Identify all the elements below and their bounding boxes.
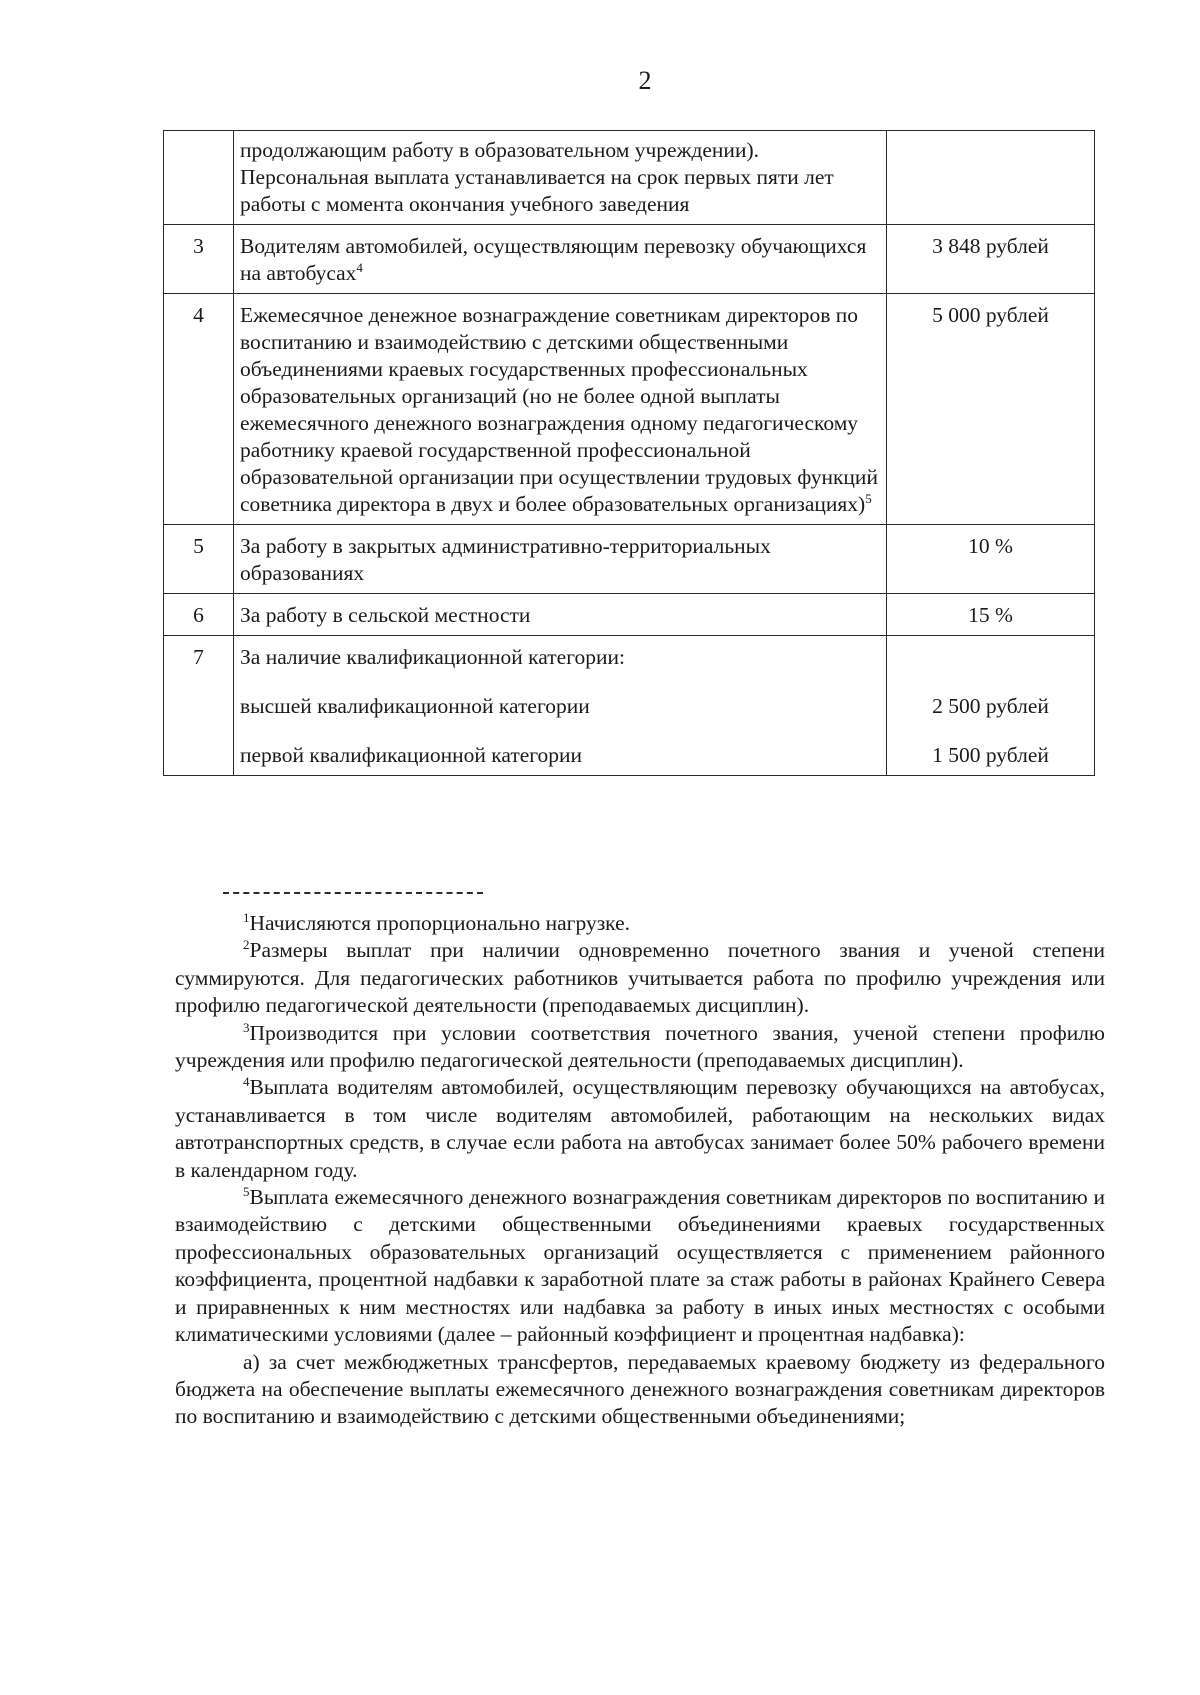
row-amount: 5 000 рублей (887, 294, 1095, 525)
footnote-ref: 5 (865, 490, 872, 506)
row-number: 4 (164, 294, 234, 525)
row-amount: 3 848 рублей (887, 225, 1095, 294)
row-description-text: За наличие квалификационной категории: (240, 645, 625, 669)
row-number (164, 131, 234, 225)
row-number: 6 (164, 594, 234, 636)
footnote (175, 1184, 1105, 1348)
payments-table (163, 130, 1095, 776)
footnote-text: Выплата ежемесячного денежного вознаграждения советникам директоров по воспитанию и взаимодействию с детскими общественными объединениями краевых государственных профессиональных образовательных организаций осуществляется с применением районного коэффициента, процентной надбавки к заработной плате за стаж работы в районах Крайнего Севера и приравненных к ним местностях или надбавка за работу в иных иных местностях с особыми климатическими условиями (далее – районный коэффициент и процентная надбавка): (175, 1185, 1105, 1347)
footnote-mark: 4 (243, 1074, 250, 1090)
row-number: 3 (164, 225, 234, 294)
category-highest-amount: 2 500 рублей (932, 694, 1049, 718)
table-row (164, 225, 1095, 294)
page-number: 2 (638, 66, 652, 95)
row-description-text: Водителям автомобилей, осуществляющим перевозку обучающихся на автобусах (240, 234, 867, 285)
category-first-label: первой квалификационной категории (240, 743, 583, 767)
footnote-mark: 2 (243, 937, 250, 953)
row-number: 5 (164, 525, 234, 594)
row-amount-blank (893, 644, 1088, 671)
row-description (234, 225, 887, 294)
footnote-separator (223, 892, 483, 894)
category-first-amount: 1 500 рублей (932, 743, 1049, 767)
footnote (175, 937, 1105, 1019)
footnote-mark: 3 (243, 1019, 250, 1035)
row-description (234, 294, 887, 525)
footnote-subparagraph (175, 1349, 1105, 1431)
footnote-mark: 1 (243, 909, 250, 925)
table-row (164, 594, 1095, 636)
row-description: За работу в сельской местности (234, 594, 887, 636)
footnote-ref: 4 (356, 259, 363, 275)
footnote-text: Размеры выплат при наличии одновременно почетного звания и ученой степени суммируются. Для педагогических работников учитывается работа по профилю учреждения или профилю педагогической деятельности (преподаваемых дисциплин). (175, 938, 1105, 1018)
row-number: 7 (164, 636, 234, 776)
table-row (164, 525, 1095, 594)
table-row (164, 636, 1095, 776)
footnote-text: Выплата водителям автомобилей, осуществляющим перевозку обучающихся на автобусах, устанавливается в том числе водителям автомобилей, работающим на нескольких видах автотранспортных средств, в случае если работа на автобусах занимает более 50% рабочего времени в календарном году. (175, 1075, 1105, 1182)
category-highest-label: высшей квалификационной категории (240, 694, 590, 718)
footnote-mark: 5 (243, 1183, 250, 1199)
row-description-text: Ежемесячное денежное вознаграждение советникам директоров по воспитанию и взаимодействию с детскими общественными объединениями краевых государственных профессиональных образовательных организаций (но не более одной выплаты ежемесячного денежного вознаграждения одному педагогическому работнику краевой государственной профессиональной образовательной организации при осуществлении трудовых функций советника директора в двух и более образовательных организациях) (240, 303, 878, 516)
footnote (175, 1074, 1105, 1184)
row-description (234, 636, 887, 776)
row-amount (887, 131, 1095, 225)
row-amount: 10 % (887, 525, 1095, 594)
footnote-text: Начисляются пропорционально нагрузке. (249, 911, 631, 935)
row-amount: 15 % (887, 594, 1095, 636)
footnote (175, 1020, 1105, 1075)
row-amount (887, 636, 1095, 776)
footnote-text: а) за счет межбюджетных трансфертов, передаваемых краевому бюджету из федерального бюджета на обеспечение выплаты ежемесячного денежного вознаграждения советникам директоров по воспитанию и взаимодействию с детскими общественными объединениями; (175, 1349, 1105, 1429)
row-description: продолжающим работу в образовательном учреждении). Персональная выплата устанавливается на срок первых пяти лет работы с момента окончания учебного заведения (234, 131, 887, 225)
table-row (164, 294, 1095, 525)
footnotes (175, 910, 1105, 1431)
footnote (175, 910, 1105, 937)
footnote-text: Производится при условии соответствия почетного звания, ученой степени профилю учреждения или профилю педагогической деятельности (преподаваемых дисциплин). (175, 1020, 1105, 1073)
row-description: За работу в закрытых административно-территориальных образованиях (234, 525, 887, 594)
table-row (164, 131, 1095, 225)
